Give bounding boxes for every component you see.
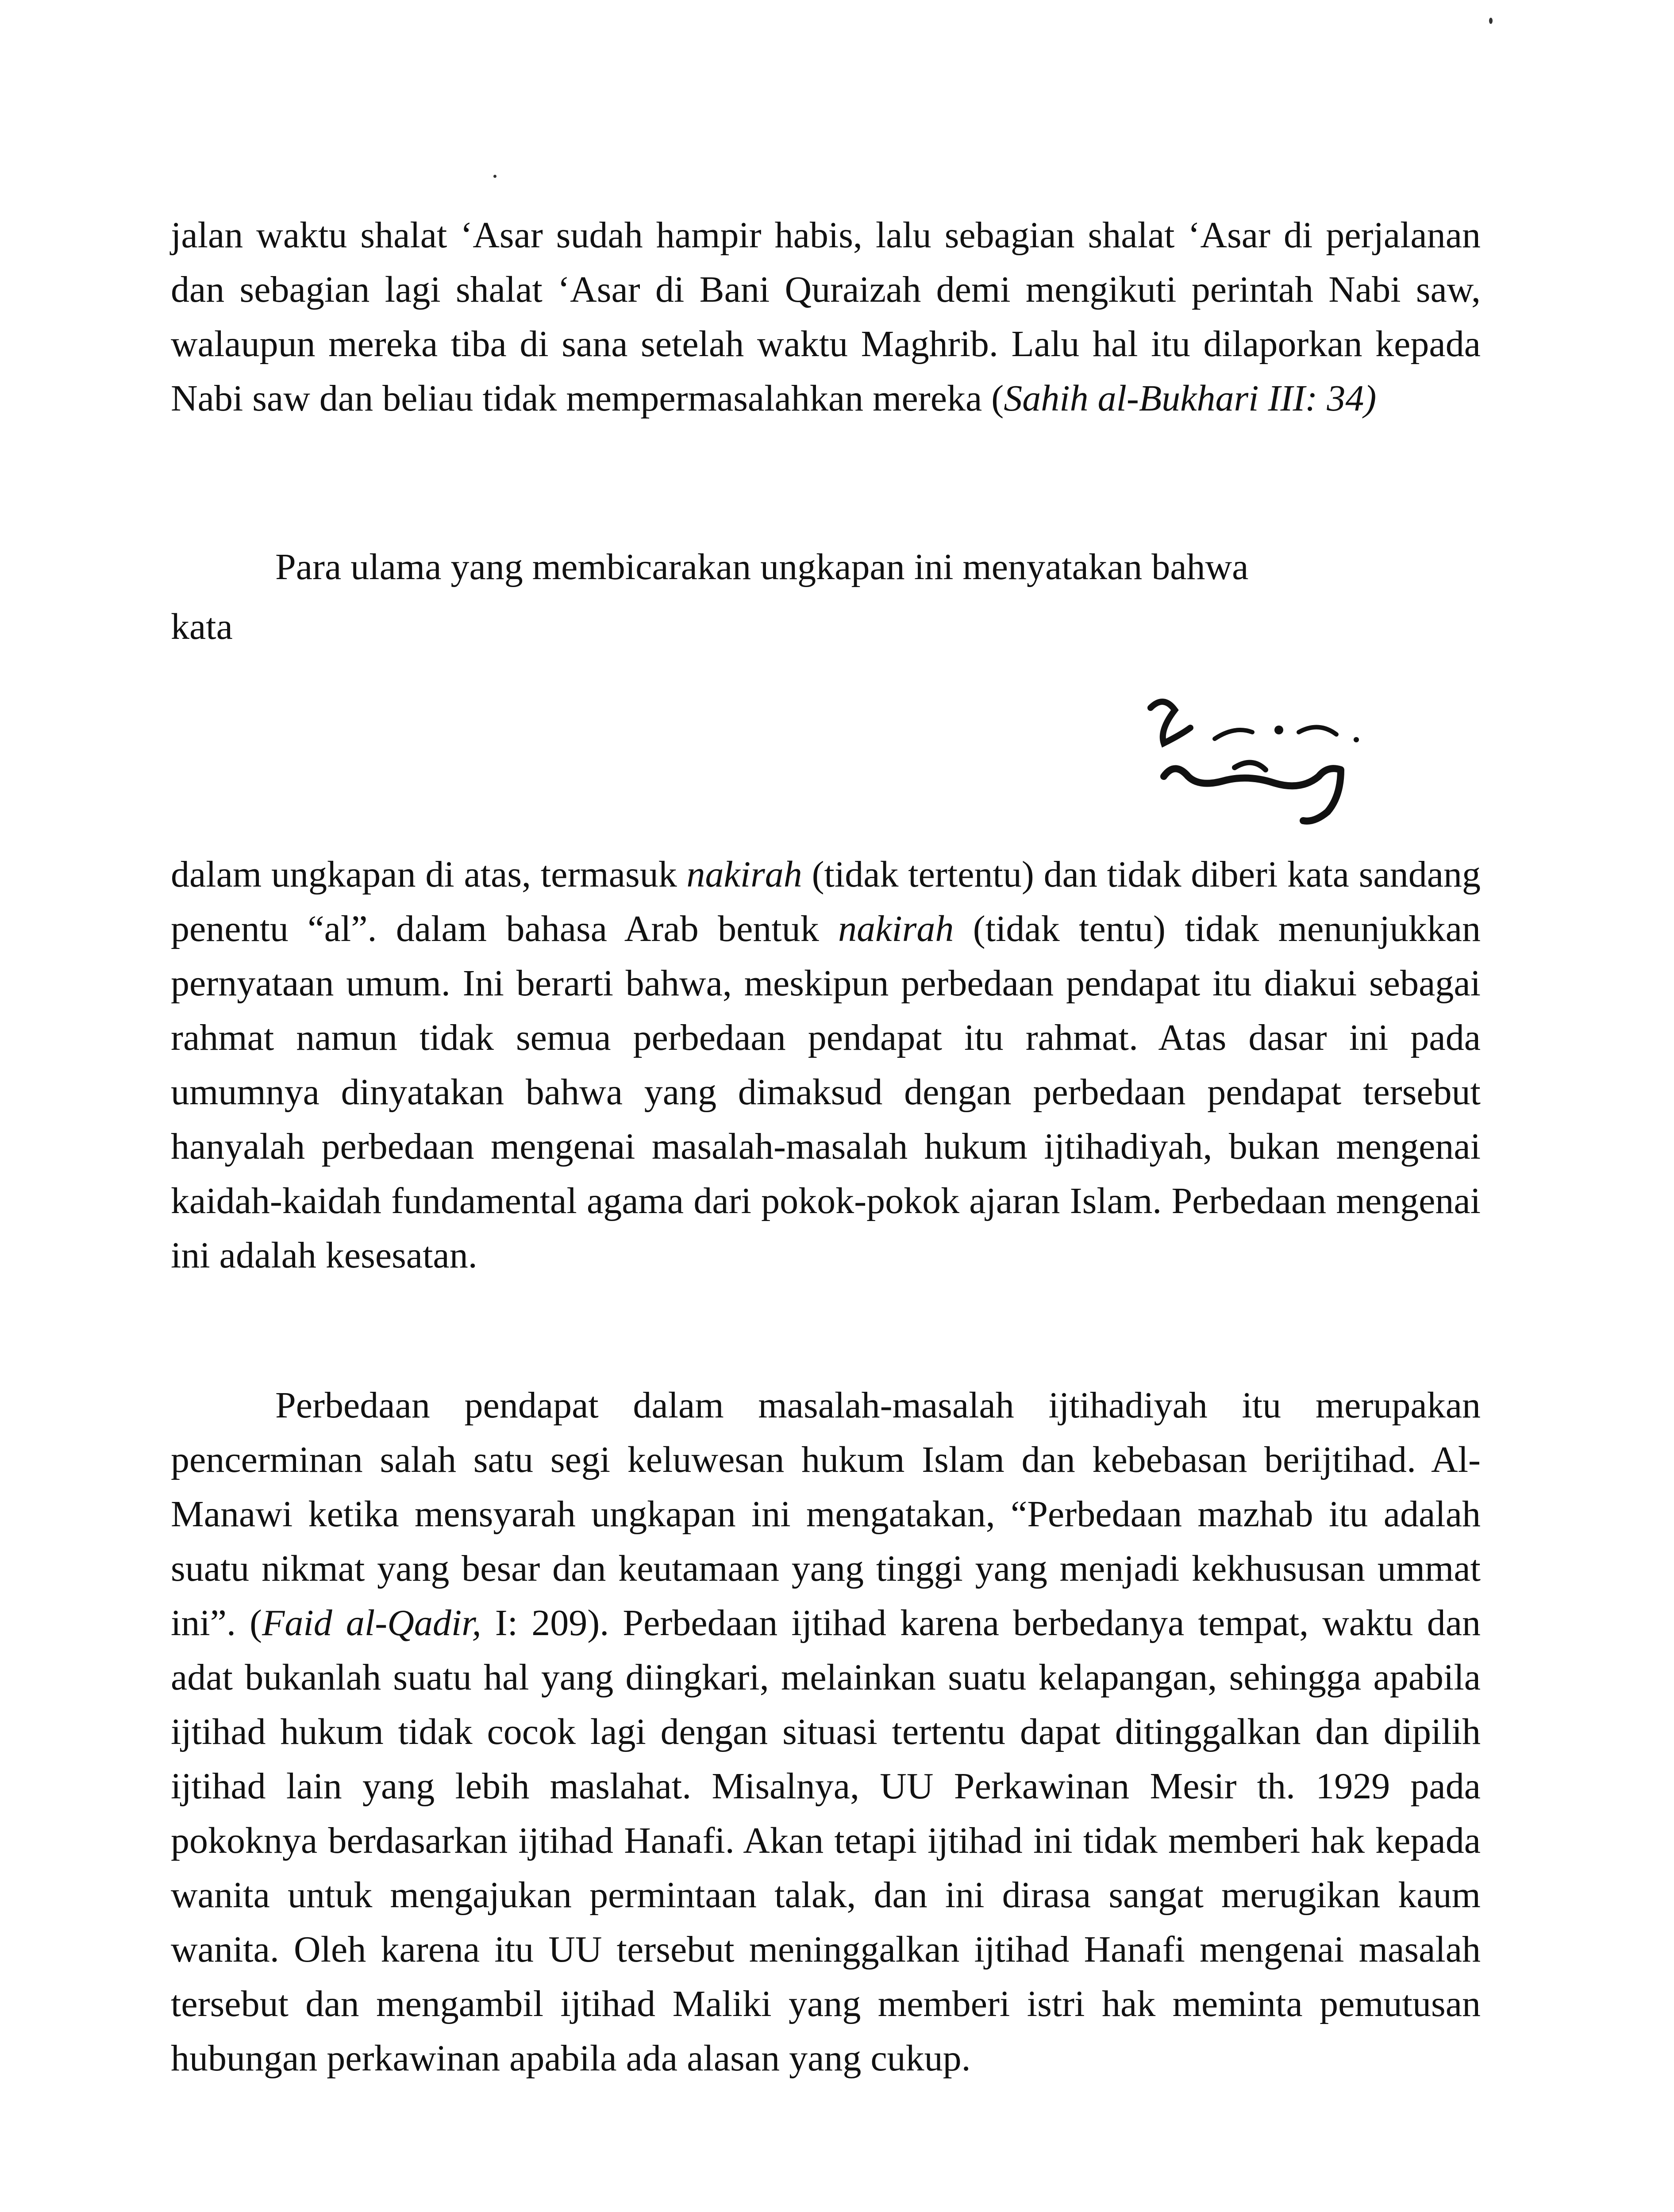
arabic-calligraphy-image bbox=[1133, 690, 1443, 832]
paragraph-3-part-3: (tidak tentu) tidak menunjukkan pernyataan umum. Ini berarti bahwa, meskipun perbedaan pendapat itu diakui sebagai rahmat namun tidak semua perbedaan pendapat itu rahmat. Atas dasar ini pada umumnya dinyatakan bahwa yang dimaksud dengan perbedaan pendapat tersebut hanyalah perbedaan mengenai masalah-masalah hukum ijtihadiyah, bukan mengenai kaidah-kaidah fundamental agama dari pokok-pokok ajaran Islam. Perbedaan mengenai ini adalah kesesatan. bbox=[171, 908, 1481, 1276]
paragraph-2-text: Para ulama yang membicarakan ungkapan ini menyatakan bahwa bbox=[275, 546, 1249, 588]
paragraph-3-term-1: nakirah bbox=[686, 854, 802, 895]
paragraph-1-text: jalan waktu shalat ‘Asar sudah hampir habis, lalu sebagian shalat ‘Asar di perjalanan dan sebagian lagi shalat ‘Asar di Bani Quraizah demi mengikuti perintah Nabi saw, walaupun mereka tiba di sana setelah waktu Maghrib. Lalu hal itu dilaporkan kepada Nabi saw dan beliau tidak mempermasalahkan mereka ( bbox=[171, 215, 1481, 419]
scan-speck bbox=[493, 175, 496, 178]
paragraph-4-citation: Faid al-Qadir, bbox=[262, 1602, 481, 1644]
scan-speck bbox=[1489, 18, 1493, 24]
paragraph-1-citation: Sahih al-Bukhari III: 34) bbox=[1004, 378, 1377, 419]
paragraph-2-kata: kata bbox=[171, 606, 233, 647]
paragraph-3-part-1: dalam ungkapan di atas, termasuk bbox=[171, 854, 687, 895]
paragraph-3 bbox=[171, 847, 1481, 1283]
paragraph-4 bbox=[171, 1378, 1481, 2085]
paragraph-2 bbox=[171, 540, 1481, 594]
paragraph-4-part-2: I: 209). Perbedaan ijtihad karena berbedanya tempat, waktu dan adat bukanlah suatu hal yang diingkari, melainkan suatu kelapangan, sehingga apabila ijtihad hukum tidak cocok lagi dengan situasi tertentu dapat ditinggalkan dan dipilih ijtihad lain yang lebih maslahat. Misalnya, UU Perkawinan Mesir th. 1929 pada pokoknya berdasarkan ijtihad Hanafi. Akan tetapi ijtihad ini tidak memberi hak kepada wanita untuk mengajukan permintaan talak, dan ini dirasa sangat merugikan kaum wanita. Oleh karena itu UU tersebut meninggalkan ijtihad Hanafi mengenai masalah tersebut dan mengambil ijtihad Maliki yang memberi istri hak meminta pemutusan hubungan perkawinan apabila ada alasan yang cukup. bbox=[171, 1602, 1481, 2079]
paragraph-3-part-2: (tidak tertentu) dan tidak diberi kata sandang penentu “al”. dalam bahasa Arab bentuk bbox=[171, 854, 1481, 949]
arabic-word-rahmah bbox=[1133, 690, 1443, 832]
paragraph-3-term-2: nakirah bbox=[838, 908, 954, 949]
paragraph-1 bbox=[171, 208, 1481, 426]
paragraph-4-part-1: Perbedaan pendapat dalam masalah-masalah ijtihadiyah itu merupakan pencerminan salah satu segi keluwesan hukum Islam dan kebebasan berijtihad. Al-Manawi ketika mensyarah ungkapan ini mengatakan, “Perbedaan mazhab itu adalah suatu nikmat yang besar dan keutamaan yang tinggi yang menjadi kekhususan ummat ini”. ( bbox=[171, 1385, 1481, 1644]
